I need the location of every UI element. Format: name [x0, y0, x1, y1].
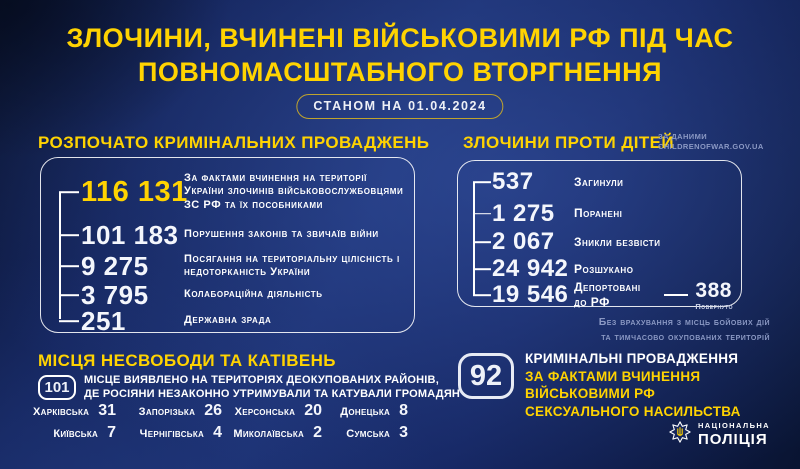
region-name: Донецька	[340, 406, 391, 418]
stat-label: Зникли безвісти	[574, 234, 661, 249]
bracket-tick	[59, 234, 79, 236]
page-title-line1: ЗЛОЧИНИ, ВЧИНЕНІ ВІЙСЬКОВИМИ РФ ПІД ЧАС	[66, 23, 734, 53]
sexual-violence-line3: ВІЙСЬКОВИМИ РФ	[525, 386, 656, 402]
bracket-tick	[473, 181, 491, 183]
table-row	[41, 164, 414, 220]
region-value: 3	[399, 424, 408, 441]
stat-label: Розшукано	[574, 261, 634, 276]
returned-substat	[695, 280, 733, 311]
stat-label-group	[574, 280, 741, 311]
footnote-line1: Без врахування з місць бойових дій	[598, 316, 770, 328]
logo-line2: ПОЛІЦІЯ	[697, 430, 768, 448]
bracket-tick	[473, 241, 491, 243]
data-source-note	[658, 132, 764, 152]
table-row	[458, 165, 741, 199]
region-value: 4	[213, 424, 222, 441]
region-value: 26	[204, 402, 222, 419]
sexual-violence-line2: ЗА ФАКТАМИ ВЧИНЕННЯ	[525, 368, 701, 384]
region-stat	[334, 424, 408, 442]
region-value: 8	[399, 402, 408, 419]
region-value: 20	[304, 402, 322, 419]
bracket-tick	[473, 213, 491, 215]
logo-line1: НАЦІОНАЛЬНА	[697, 421, 770, 431]
stat-label: Посягання на територіальну цілісність і недоторканість України	[184, 252, 400, 278]
stat-label: Державна зрада	[184, 314, 272, 327]
bracket-tick	[59, 294, 79, 296]
region-name: Запорізька	[138, 406, 196, 418]
data-source-line1: ЗА ДАНИМИ	[658, 132, 708, 141]
table-row	[458, 199, 741, 228]
children-crimes-footnote	[599, 315, 770, 344]
region-name: Миколаївська	[233, 428, 305, 440]
stat-value: 251	[81, 305, 126, 336]
bracket-tick	[473, 294, 491, 296]
sexual-violence-line1: КРИМІНАЛЬНІ ПРОВАДЖЕННЯ	[525, 351, 739, 366]
detention-places-heading: МІСЦЯ НЕСВОБОДИ ТА КАТІВЕНЬ	[38, 351, 336, 370]
sexual-violence-count-badge: 92	[458, 353, 514, 399]
connector-dash	[664, 294, 688, 296]
region-name: Чернігівська	[139, 428, 205, 440]
footnote-line2: та тимчасово окупованих територій	[601, 330, 770, 343]
region-name: Харківська	[32, 406, 90, 418]
table-row	[41, 220, 414, 250]
national-police-logo	[669, 421, 770, 448]
stat-label: Колабораційна діяльність	[184, 288, 323, 301]
region-value: 7	[107, 424, 116, 441]
detention-description	[84, 374, 460, 402]
stat-label: Поранені	[574, 206, 623, 221]
detention-description-line2: ДЕ РОСІЯНИ НЕЗАКОННО УТРИМУВАЛИ ТА КАТУВАЛИ ГРОМАДЯН	[84, 387, 461, 400]
page-title	[0, 21, 800, 89]
children-crimes-panel	[457, 160, 742, 311]
region-stat	[38, 424, 116, 442]
stat-label: Порушення законів та звичаїв війни	[184, 228, 379, 241]
police-badge-icon	[669, 421, 691, 448]
criminal-proceedings-panel	[40, 157, 415, 336]
stat-value: 9 275	[81, 250, 149, 281]
bracket-tick	[473, 268, 491, 270]
stat-value: 1 275	[492, 199, 555, 227]
stat-value: 24 942	[492, 255, 569, 282]
page-title-line2: ПОВНОМАСШТАБНОГО ВТОРГНЕННЯ	[137, 57, 663, 88]
table-row	[41, 250, 414, 282]
region-stat	[128, 402, 222, 420]
stat-label: Повернуто	[695, 301, 733, 311]
regions-grid	[32, 402, 408, 442]
stat-value: 537	[492, 168, 534, 195]
table-row	[41, 305, 414, 336]
stat-value: 19 546	[492, 281, 569, 308]
region-stat	[334, 402, 408, 420]
bracket-tick	[59, 320, 79, 322]
stat-value: 116 131	[81, 175, 188, 208]
region-name: Херсонська	[234, 406, 296, 418]
stat-value: 2 067	[492, 228, 555, 255]
data-source-line2: CHILDRENOFWAR.GOV.UA	[658, 142, 764, 152]
region-stat	[32, 402, 116, 420]
region-value: 2	[313, 424, 322, 441]
bracket-tick	[59, 191, 79, 193]
stat-value: 101 183	[81, 219, 179, 250]
region-stat	[234, 402, 322, 420]
region-value: 31	[98, 402, 116, 419]
region-stat	[128, 424, 222, 442]
table-row	[41, 279, 414, 310]
table-row	[458, 278, 741, 311]
sexual-violence-description	[525, 350, 741, 420]
children-crimes-heading: ЗЛОЧИНИ ПРОТИ ДІТЕЙ	[463, 133, 675, 152]
table-row	[458, 228, 741, 256]
logo-text	[698, 422, 770, 447]
sexual-violence-line4: СЕКСУАЛЬНОГО НАСИЛЬСТВА	[525, 403, 741, 419]
stat-value: 3 795	[81, 279, 149, 310]
stat-label: Загинули	[574, 174, 624, 189]
criminal-proceedings-heading: РОЗПОЧАТО КРИМІНАЛЬНИХ ПРОВАДЖЕНЬ	[38, 133, 430, 152]
stat-label: За фактами вчинення на території України злочинів військовослужбовцями ЗС РФ та їх пособниками	[184, 171, 404, 211]
stat-label: Депортовані до РФ	[574, 280, 641, 309]
region-stat	[234, 424, 322, 442]
detention-count-badge: 101	[38, 375, 76, 400]
detention-description-line1: МІСЦЕ ВИЯВЛЕНО НА ТЕРИТОРІЯХ ДЕОКУПОВАНИХ РАЙОНІВ,	[84, 374, 439, 386]
region-name: Київська	[53, 428, 99, 440]
bracket-tick	[59, 265, 79, 267]
region-name: Сумська	[346, 428, 391, 440]
stat-value: 388	[695, 278, 732, 302]
date-badge: СТАНОМ НА 01.04.2024	[296, 94, 503, 119]
